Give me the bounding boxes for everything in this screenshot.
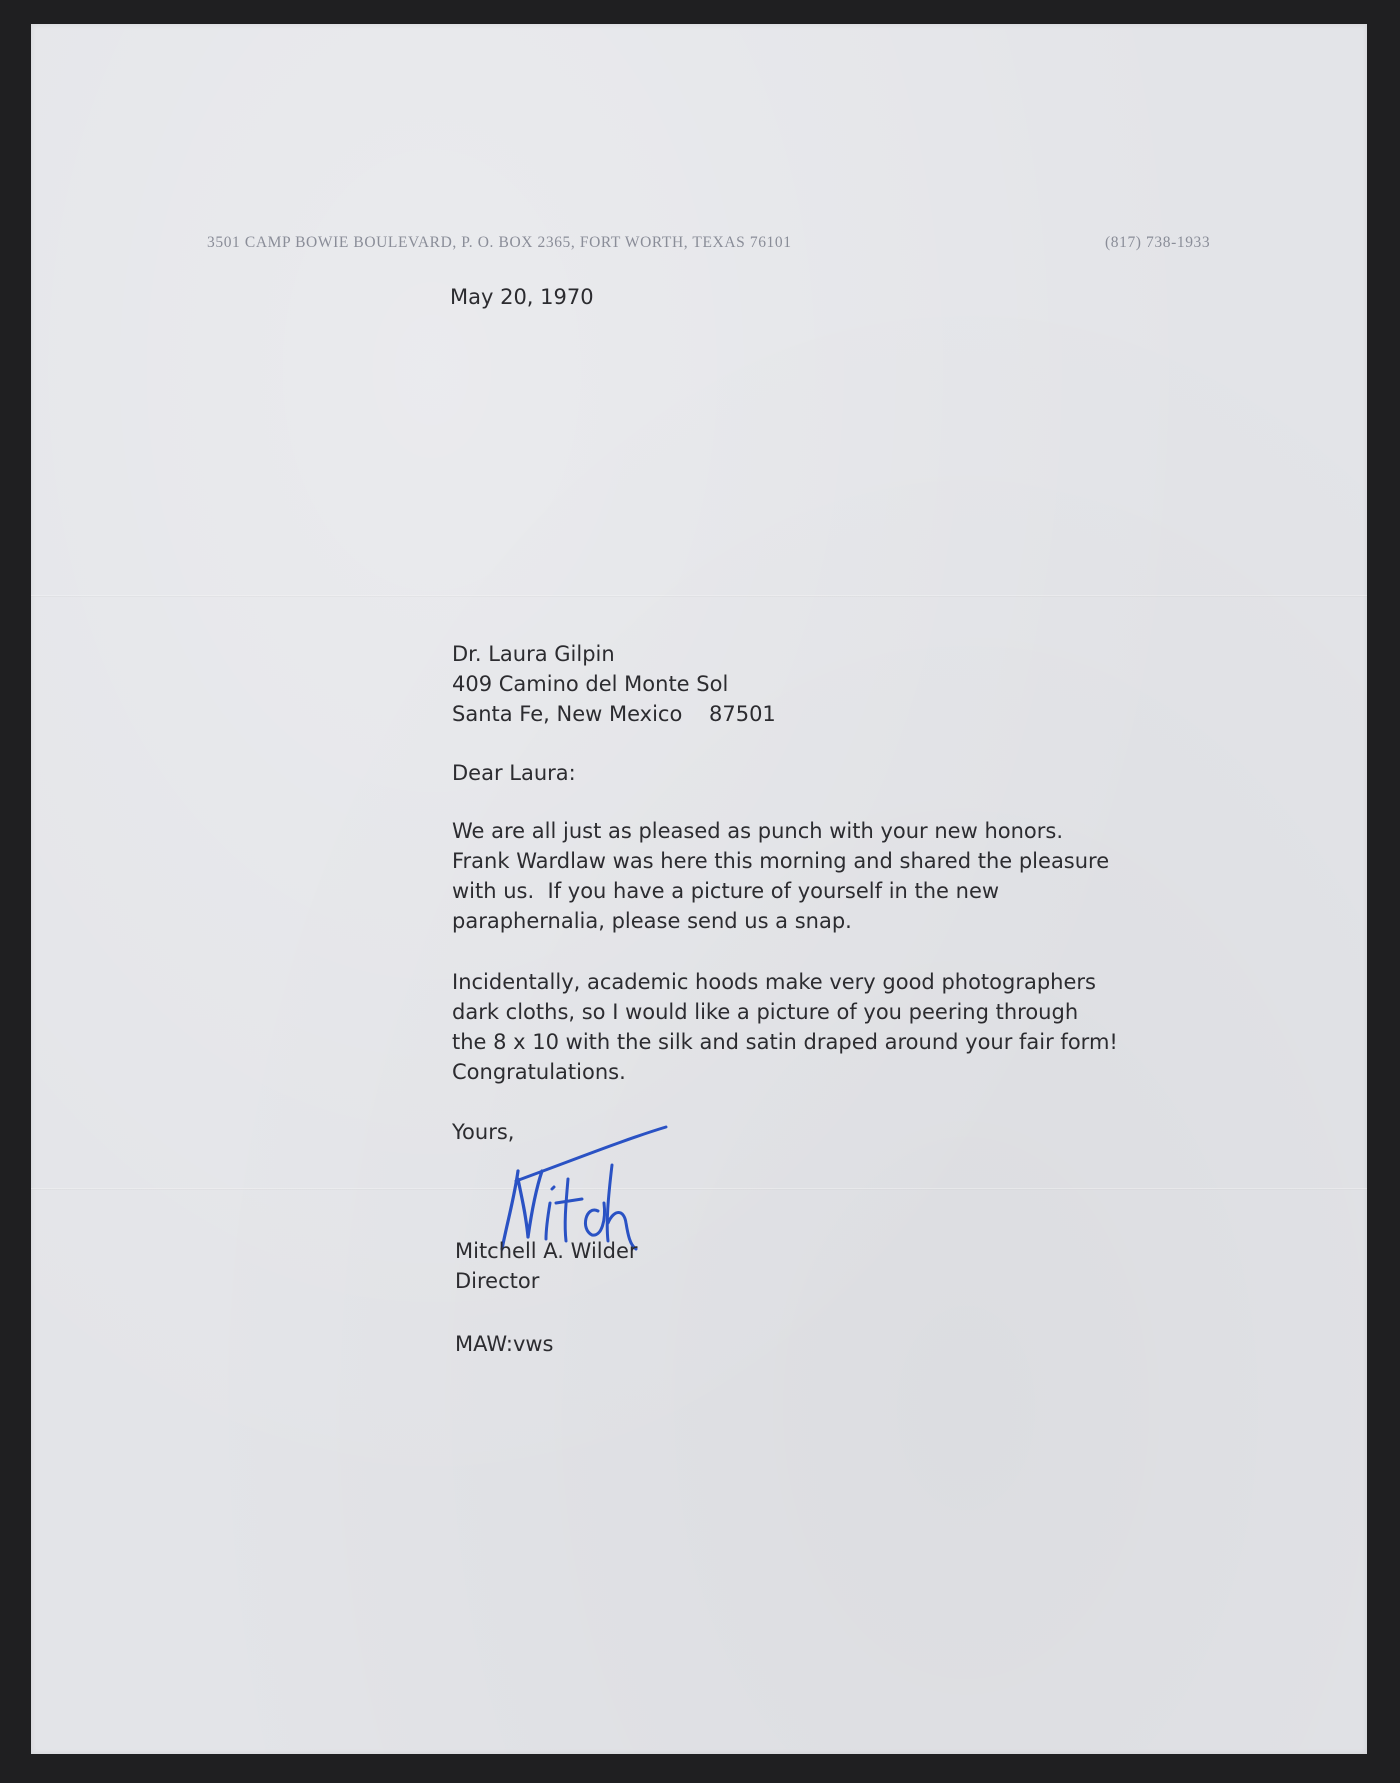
salutation: Dear Laura: (452, 761, 576, 785)
paragraph-line: the 8 x 10 with the silk and satin draped around your fair form! (452, 1030, 1118, 1054)
signer-name: Mitchell A. Wilder (455, 1239, 638, 1263)
letterhead-address: 3501 CAMP BOWIE BOULEVARD, P. O. BOX 2365, FORT WORTH, TEXAS 76101 (207, 234, 792, 251)
recipient-address (452, 639, 776, 729)
reference-initials: MAW:vws (455, 1332, 554, 1356)
recipient-city: Santa Fe, New Mexico 87501 (452, 702, 776, 726)
signature-block (455, 1236, 638, 1296)
fold-line-lower (31, 1188, 1367, 1190)
body-paragraph-2 (452, 967, 1118, 1087)
letter-date: May 20, 1970 (450, 285, 594, 309)
paragraph-line: Congratulations. (452, 1060, 626, 1084)
closing: Yours, (452, 1120, 515, 1144)
paragraph-line: Incidentally, academic hoods make very good photographers (452, 970, 1096, 994)
signer-title: Director (455, 1269, 540, 1293)
fold-line-upper (31, 595, 1367, 597)
paragraph-line: Frank Wardlaw was here this morning and shared the pleasure (452, 849, 1110, 873)
embossed-letterhead (236, 149, 1236, 200)
letter-page (31, 24, 1367, 1754)
paragraph-line: paraphernalia, please send us a snap. (452, 909, 852, 933)
paragraph-line: with us. If you have a picture of yourself in the new (452, 879, 1000, 903)
paragraph-line: We are all just as pleased as punch with your new honors. (452, 819, 1064, 843)
recipient-street: 409 Camino del Monte Sol (452, 672, 729, 696)
recipient-name: Dr. Laura Gilpin (452, 642, 615, 666)
letterhead-phone: (817) 738-1933 (1105, 234, 1211, 251)
paragraph-line: dark cloths, so I would like a picture of you peering through (452, 1000, 1079, 1024)
body-paragraph-1 (452, 816, 1109, 936)
